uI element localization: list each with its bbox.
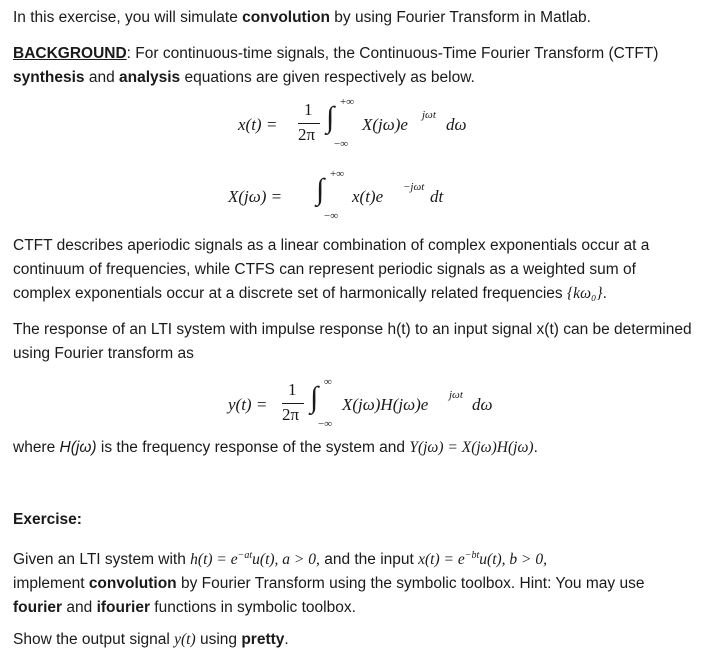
exercise-heading (13, 508, 695, 532)
intro-text-end: by using Fourier Transform in Matlab. (329, 9, 591, 26)
x-expr: x(t) = e (418, 551, 465, 569)
background-label: BACKGROUND (13, 45, 127, 62)
exercise-paragraph (13, 544, 695, 620)
eq1-integral-sign: ∫ (326, 101, 335, 134)
exercise-heading-text: Exercise: (13, 511, 82, 528)
intro-text: In this exercise, you will simulate (13, 9, 243, 26)
lti-paragraph (13, 318, 695, 366)
h-rest: u(t), a > 0, (252, 551, 320, 569)
impulse-response-expression (190, 551, 320, 568)
exercise-line2-post: by Fourier Transform using the symbolic toolbox. Hint: You may use (176, 575, 645, 593)
show-end: . (284, 631, 289, 648)
eq3-integrand: X(jω)H(jω)e (342, 395, 429, 414)
eq2-upper-limit: +∞ (330, 168, 345, 180)
eq3-fraction-bar (282, 403, 304, 404)
eq3-upper-limit: ∞ (324, 376, 332, 388)
eq2-exponent: −jωt (403, 181, 425, 193)
exercise-line3-post: functions in symbolic toolbox. (149, 599, 356, 617)
harmonic-frequency-set: {kω₀} (566, 285, 603, 302)
eq1-lhs: x(t) = (238, 115, 278, 134)
x-rest: u(t), b > 0, (479, 551, 547, 569)
ctft-description-paragraph (13, 234, 695, 306)
output-signal-y: y(t) (174, 631, 196, 648)
eq2-differential: dt (430, 187, 444, 206)
synthesis-bold: synthesis (13, 69, 85, 86)
eq3-numerator: 1 (288, 380, 297, 399)
intro-paragraph (13, 6, 695, 30)
fourier-function: fourier (13, 599, 63, 617)
eq3-lower-limit: −∞ (318, 418, 333, 430)
lti-text: The response of an LTI system with impulse response h(t) to an input signal x(t) can be determined using Fourier transform as (13, 321, 692, 362)
show-mid: using (195, 631, 242, 648)
eq1-upper-limit: +∞ (340, 96, 355, 108)
background-text-2: equations are given respectively as below. (180, 69, 475, 86)
eq3-differential: dω (472, 395, 493, 414)
eq3-exponent: jωt (449, 389, 463, 401)
background-and: and (84, 69, 119, 86)
where-mid-text: is the frequency response of the system and (96, 439, 410, 456)
eq1-denominator: 2π (298, 125, 316, 144)
background-paragraph (13, 42, 695, 90)
eq1-numerator: 1 (304, 100, 313, 119)
exercise-line1-text: Given an LTI system with (13, 551, 191, 569)
exercise-convolution-bold: convolution (88, 575, 177, 593)
eq2-integrand: x(t)e (352, 187, 384, 206)
h-expr: h(t) = e (190, 551, 238, 569)
input-signal-expression (418, 551, 547, 568)
intro-bold: convolution (242, 9, 330, 26)
lti-response-equation (228, 376, 528, 436)
eq2-integral-sign: ∫ (316, 173, 325, 206)
background-text: : For continuous-time signals, the Continuous-Time Fourier Transform (CTFT) (126, 45, 659, 62)
ctft-description-end: . (602, 285, 607, 302)
show-pre: Show the output signal (13, 631, 175, 648)
x-exponent: −bt (464, 550, 480, 561)
eq1-exponent: jωt (422, 109, 436, 121)
exercise-line1-mid: and the input (319, 551, 419, 569)
output-spectrum-equation: Y(jω) = X(jω)H(jω) (409, 439, 534, 456)
exercise-line3-and: and (62, 599, 97, 617)
pretty-function: pretty (241, 631, 285, 648)
ctft-synthesis-equation (238, 96, 498, 156)
eq2-lhs: X(jω) = (228, 187, 283, 206)
ctft-description-text: CTFT describes aperiodic signals as a linear combination of complex exponentials occur at a continuum of frequencies, while CTFS can represent periodic signals as a weighted sum of complex exponentials occur at a discrete set of harmonically related frequencies (13, 237, 650, 302)
eq3-denominator: 2π (282, 405, 300, 424)
where-text: where (13, 439, 60, 456)
analysis-bold: analysis (119, 69, 181, 86)
hjw-term: H(jω) (59, 439, 97, 456)
eq2-lower-limit: −∞ (324, 210, 339, 222)
eq1-integrand: X(jω)e (362, 115, 408, 134)
h-exponent: −at (237, 550, 253, 561)
eq1-differential: dω (446, 115, 467, 134)
ifourier-function: ifourier (96, 599, 150, 617)
eq1-fraction-bar (298, 123, 320, 124)
eq3-lhs: y(t) = (228, 395, 268, 414)
show-output-line (13, 628, 695, 652)
exercise-line2-pre: implement (13, 575, 89, 593)
ctft-analysis-equation (228, 168, 488, 228)
eq1-lower-limit: −∞ (334, 138, 349, 150)
frequency-response-paragraph (13, 436, 695, 460)
eq3-integral-sign: ∫ (310, 381, 319, 414)
where-end: . (533, 439, 538, 456)
